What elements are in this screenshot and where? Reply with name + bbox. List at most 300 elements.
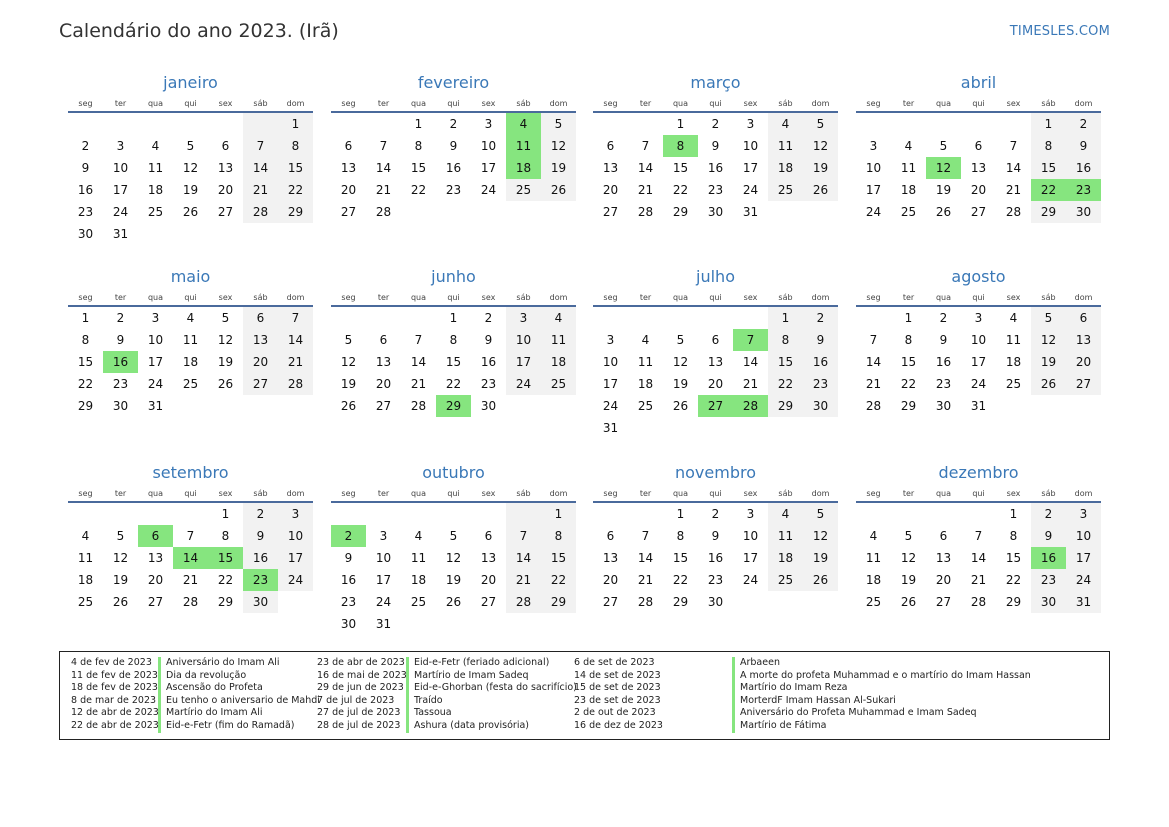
calendar-day[interactable]: 19	[900, 573, 917, 587]
calendar-day[interactable]: 29	[541, 591, 576, 613]
calendar-day[interactable]: 17	[742, 161, 759, 175]
calendar-day[interactable]: 9	[1031, 525, 1066, 547]
calendar-day[interactable]: 15	[672, 161, 689, 175]
calendar-day[interactable]: 13	[340, 161, 357, 175]
calendar-day[interactable]: 4	[1009, 311, 1018, 325]
holiday-day[interactable]: 7	[733, 329, 768, 351]
calendar-day[interactable]: 13	[602, 161, 619, 175]
calendar-day[interactable]: 6	[974, 139, 983, 153]
calendar-day[interactable]: 17	[147, 355, 164, 369]
calendar-day[interactable]: 16	[340, 573, 357, 587]
calendar-day[interactable]: 5	[1031, 307, 1066, 329]
calendar-day[interactable]: 12	[112, 551, 129, 565]
calendar-day[interactable]: 10	[112, 161, 129, 175]
calendar-day[interactable]: 3	[116, 139, 125, 153]
calendar-day[interactable]: 23	[77, 205, 94, 219]
calendar-day[interactable]: 14	[243, 157, 278, 179]
calendar-day[interactable]: 6	[711, 333, 720, 347]
calendar-day[interactable]: 21	[865, 377, 882, 391]
holiday-day[interactable]: 18	[506, 157, 541, 179]
calendar-day[interactable]: 16	[1066, 157, 1101, 179]
calendar-day[interactable]: 1	[676, 507, 685, 521]
calendar-day[interactable]: 19	[672, 377, 689, 391]
calendar-day[interactable]: 17	[602, 377, 619, 391]
calendar-day[interactable]: 13	[375, 355, 392, 369]
calendar-day[interactable]: 16	[935, 355, 952, 369]
holiday-day[interactable]: 28	[733, 395, 768, 417]
calendar-day[interactable]: 8	[904, 333, 913, 347]
calendar-day[interactable]: 3	[606, 333, 615, 347]
calendar-day[interactable]: 9	[81, 161, 90, 175]
calendar-day[interactable]: 28	[506, 591, 541, 613]
calendar-day[interactable]: 22	[768, 373, 803, 395]
calendar-day[interactable]: 12	[182, 161, 199, 175]
calendar-day[interactable]: 8	[1009, 529, 1018, 543]
calendar-day[interactable]: 20	[147, 573, 164, 587]
calendar-day[interactable]: 28	[637, 595, 654, 609]
calendar-day[interactable]: 13	[970, 161, 987, 175]
calendar-day[interactable]: 30	[480, 399, 497, 413]
calendar-day[interactable]: 4	[768, 503, 803, 525]
calendar-day[interactable]: 24	[506, 373, 541, 395]
calendar-day[interactable]: 3	[746, 507, 755, 521]
calendar-day[interactable]: 9	[344, 551, 353, 565]
calendar-day[interactable]: 6	[484, 529, 493, 543]
calendar-day[interactable]: 29	[768, 395, 803, 417]
calendar-day[interactable]: 1	[414, 117, 423, 131]
calendar-day[interactable]: 12	[1031, 329, 1066, 351]
calendar-day[interactable]: 14	[742, 355, 759, 369]
calendar-day[interactable]: 2	[116, 311, 125, 325]
calendar-day[interactable]: 15	[278, 157, 313, 179]
calendar-day[interactable]: 1	[449, 311, 458, 325]
calendar-day[interactable]: 26	[803, 179, 838, 201]
calendar-day[interactable]: 10	[375, 551, 392, 565]
calendar-day[interactable]: 28	[970, 595, 987, 609]
holiday-day[interactable]: 15	[208, 547, 243, 569]
calendar-day[interactable]: 14	[1005, 161, 1022, 175]
calendar-day[interactable]: 27	[970, 205, 987, 219]
calendar-day[interactable]: 29	[672, 595, 689, 609]
calendar-day[interactable]: 13	[1066, 329, 1101, 351]
calendar-day[interactable]: 24	[602, 399, 619, 413]
calendar-day[interactable]: 10	[865, 161, 882, 175]
holiday-day[interactable]: 23	[1066, 179, 1101, 201]
calendar-day[interactable]: 24	[742, 183, 759, 197]
calendar-day[interactable]: 26	[217, 377, 234, 391]
calendar-day[interactable]: 15	[768, 351, 803, 373]
calendar-day[interactable]: 2	[1066, 113, 1101, 135]
calendar-day[interactable]: 29	[217, 595, 234, 609]
calendar-day[interactable]: 9	[449, 139, 458, 153]
calendar-day[interactable]: 3	[506, 307, 541, 329]
calendar-day[interactable]: 27	[243, 373, 278, 395]
calendar-day[interactable]: 11	[410, 551, 427, 565]
calendar-day[interactable]: 19	[217, 355, 234, 369]
calendar-day[interactable]: 19	[182, 183, 199, 197]
calendar-day[interactable]: 1	[904, 311, 913, 325]
calendar-day[interactable]: 21	[1005, 183, 1022, 197]
calendar-day[interactable]: 8	[1031, 135, 1066, 157]
calendar-day[interactable]: 28	[182, 595, 199, 609]
calendar-day[interactable]: 31	[742, 205, 759, 219]
calendar-day[interactable]: 27	[340, 205, 357, 219]
calendar-day[interactable]: 12	[217, 333, 234, 347]
calendar-day[interactable]: 13	[707, 355, 724, 369]
calendar-day[interactable]: 29	[672, 205, 689, 219]
calendar-day[interactable]: 27	[935, 595, 952, 609]
calendar-day[interactable]: 18	[541, 351, 576, 373]
calendar-day[interactable]: 19	[803, 157, 838, 179]
calendar-day[interactable]: 9	[243, 525, 278, 547]
calendar-day[interactable]: 23	[445, 183, 462, 197]
calendar-day[interactable]: 15	[1031, 157, 1066, 179]
calendar-day[interactable]: 26	[541, 179, 576, 201]
calendar-day[interactable]: 29	[77, 399, 94, 413]
calendar-day[interactable]: 9	[711, 139, 720, 153]
calendar-day[interactable]: 21	[278, 351, 313, 373]
holiday-day[interactable]: 23	[243, 569, 278, 591]
calendar-day[interactable]: 9	[803, 329, 838, 351]
calendar-day[interactable]: 5	[939, 139, 948, 153]
calendar-day[interactable]: 11	[147, 161, 164, 175]
calendar-day[interactable]: 21	[410, 377, 427, 391]
calendar-day[interactable]: 24	[147, 377, 164, 391]
calendar-day[interactable]: 22	[672, 573, 689, 587]
calendar-day[interactable]: 12	[803, 525, 838, 547]
calendar-day[interactable]: 30	[1031, 591, 1066, 613]
calendar-day[interactable]: 6	[1066, 307, 1101, 329]
calendar-day[interactable]: 15	[541, 547, 576, 569]
calendar-day[interactable]: 25	[1005, 377, 1022, 391]
calendar-day[interactable]: 9	[1066, 135, 1101, 157]
calendar-day[interactable]: 7	[974, 529, 983, 543]
calendar-day[interactable]: 19	[112, 573, 129, 587]
calendar-day[interactable]: 7	[243, 135, 278, 157]
calendar-day[interactable]: 25	[768, 179, 803, 201]
calendar-day[interactable]: 30	[243, 591, 278, 613]
holiday-day[interactable]: 4	[506, 113, 541, 135]
calendar-day[interactable]: 22	[900, 377, 917, 391]
calendar-day[interactable]: 20	[243, 351, 278, 373]
calendar-day[interactable]: 26	[340, 399, 357, 413]
calendar-day[interactable]: 28	[865, 399, 882, 413]
calendar-day[interactable]: 10	[278, 525, 313, 547]
calendar-day[interactable]: 20	[480, 573, 497, 587]
calendar-day[interactable]: 25	[865, 595, 882, 609]
calendar-day[interactable]: 15	[410, 161, 427, 175]
calendar-day[interactable]: 26	[445, 595, 462, 609]
calendar-day[interactable]: 10	[480, 139, 497, 153]
calendar-day[interactable]: 23	[935, 377, 952, 391]
calendar-day[interactable]: 2	[711, 117, 720, 131]
calendar-day[interactable]: 2	[939, 311, 948, 325]
calendar-day[interactable]: 13	[480, 551, 497, 565]
calendar-day[interactable]: 25	[182, 377, 199, 391]
calendar-day[interactable]: 14	[506, 547, 541, 569]
calendar-day[interactable]: 4	[151, 139, 160, 153]
calendar-day[interactable]: 3	[484, 117, 493, 131]
calendar-day[interactable]: 5	[904, 529, 913, 543]
calendar-day[interactable]: 25	[77, 595, 94, 609]
calendar-day[interactable]: 8	[676, 529, 685, 543]
calendar-day[interactable]: 21	[742, 377, 759, 391]
calendar-day[interactable]: 2	[449, 117, 458, 131]
calendar-day[interactable]: 13	[602, 551, 619, 565]
calendar-day[interactable]: 25	[147, 205, 164, 219]
calendar-day[interactable]: 8	[81, 333, 90, 347]
calendar-day[interactable]: 11	[768, 525, 803, 547]
calendar-day[interactable]: 3	[1066, 503, 1101, 525]
calendar-day[interactable]: 2	[81, 139, 90, 153]
calendar-day[interactable]: 6	[243, 307, 278, 329]
calendar-day[interactable]: 6	[606, 139, 615, 153]
calendar-day[interactable]: 27	[147, 595, 164, 609]
calendar-day[interactable]: 15	[445, 355, 462, 369]
calendar-day[interactable]: 10	[970, 333, 987, 347]
calendar-day[interactable]: 23	[480, 377, 497, 391]
calendar-day[interactable]: 8	[541, 525, 576, 547]
calendar-day[interactable]: 1	[1031, 113, 1066, 135]
calendar-day[interactable]: 3	[869, 139, 878, 153]
calendar-day[interactable]: 20	[602, 573, 619, 587]
calendar-day[interactable]: 28	[1005, 205, 1022, 219]
calendar-day[interactable]: 31	[375, 617, 392, 631]
calendar-day[interactable]: 22	[278, 179, 313, 201]
calendar-day[interactable]: 22	[77, 377, 94, 391]
calendar-day[interactable]: 28	[243, 201, 278, 223]
calendar-day[interactable]: 22	[1005, 573, 1022, 587]
calendar-day[interactable]: 12	[803, 135, 838, 157]
calendar-day[interactable]: 9	[484, 333, 493, 347]
calendar-day[interactable]: 20	[217, 183, 234, 197]
calendar-day[interactable]: 22	[410, 183, 427, 197]
calendar-day[interactable]: 23	[707, 183, 724, 197]
calendar-day[interactable]: 20	[707, 377, 724, 391]
calendar-day[interactable]: 3	[746, 117, 755, 131]
calendar-day[interactable]: 14	[278, 329, 313, 351]
calendar-day[interactable]: 5	[803, 113, 838, 135]
calendar-day[interactable]: 9	[939, 333, 948, 347]
calendar-day[interactable]: 25	[768, 569, 803, 591]
calendar-day[interactable]: 27	[602, 595, 619, 609]
calendar-day[interactable]: 26	[935, 205, 952, 219]
calendar-day[interactable]: 3	[974, 311, 983, 325]
calendar-day[interactable]: 10	[742, 529, 759, 543]
calendar-day[interactable]: 18	[768, 547, 803, 569]
calendar-day[interactable]: 22	[217, 573, 234, 587]
holiday-day[interactable]: 6	[138, 525, 173, 547]
calendar-day[interactable]: 20	[602, 183, 619, 197]
calendar-day[interactable]: 17	[480, 161, 497, 175]
calendar-day[interactable]: 18	[637, 377, 654, 391]
calendar-day[interactable]: 5	[344, 333, 353, 347]
calendar-day[interactable]: 29	[1031, 201, 1066, 223]
calendar-day[interactable]: 1	[221, 507, 230, 521]
calendar-day[interactable]: 4	[869, 529, 878, 543]
calendar-day[interactable]: 30	[803, 395, 838, 417]
calendar-day[interactable]: 16	[77, 183, 94, 197]
calendar-day[interactable]: 5	[116, 529, 125, 543]
calendar-day[interactable]: 19	[1031, 351, 1066, 373]
calendar-day[interactable]: 15	[672, 551, 689, 565]
calendar-day[interactable]: 21	[970, 573, 987, 587]
calendar-day[interactable]: 30	[77, 227, 94, 241]
calendar-day[interactable]: 13	[243, 329, 278, 351]
calendar-day[interactable]: 28	[375, 205, 392, 219]
calendar-day[interactable]: 6	[939, 529, 948, 543]
calendar-day[interactable]: 21	[637, 183, 654, 197]
calendar-day[interactable]: 6	[221, 139, 230, 153]
calendar-day[interactable]: 23	[1031, 569, 1066, 591]
calendar-day[interactable]: 11	[637, 355, 654, 369]
calendar-day[interactable]: 31	[112, 227, 129, 241]
calendar-day[interactable]: 20	[375, 377, 392, 391]
calendar-day[interactable]: 11	[865, 551, 882, 565]
calendar-day[interactable]: 20	[970, 183, 987, 197]
holiday-day[interactable]: 22	[1031, 179, 1066, 201]
calendar-day[interactable]: 25	[410, 595, 427, 609]
calendar-day[interactable]: 7	[1009, 139, 1018, 153]
calendar-day[interactable]: 31	[970, 399, 987, 413]
calendar-day[interactable]: 9	[711, 529, 720, 543]
calendar-day[interactable]: 19	[803, 547, 838, 569]
calendar-day[interactable]: 27	[375, 399, 392, 413]
holiday-day[interactable]: 2	[331, 525, 366, 547]
calendar-day[interactable]: 11	[900, 161, 917, 175]
calendar-day[interactable]: 4	[768, 113, 803, 135]
calendar-day[interactable]: 1	[278, 113, 313, 135]
calendar-day[interactable]: 16	[480, 355, 497, 369]
calendar-day[interactable]: 22	[672, 183, 689, 197]
calendar-day[interactable]: 11	[541, 329, 576, 351]
calendar-day[interactable]: 11	[77, 551, 94, 565]
calendar-day[interactable]: 21	[637, 573, 654, 587]
calendar-day[interactable]: 28	[278, 373, 313, 395]
calendar-day[interactable]: 8	[278, 135, 313, 157]
calendar-day[interactable]: 27	[1066, 373, 1101, 395]
calendar-day[interactable]: 21	[243, 179, 278, 201]
calendar-day[interactable]: 21	[375, 183, 392, 197]
calendar-day[interactable]: 27	[602, 205, 619, 219]
calendar-day[interactable]: 4	[81, 529, 90, 543]
calendar-day[interactable]: 8	[449, 333, 458, 347]
calendar-day[interactable]: 18	[410, 573, 427, 587]
calendar-day[interactable]: 11	[182, 333, 199, 347]
calendar-day[interactable]: 23	[707, 573, 724, 587]
calendar-day[interactable]: 24	[375, 595, 392, 609]
calendar-day[interactable]: 2	[803, 307, 838, 329]
calendar-day[interactable]: 2	[243, 503, 278, 525]
calendar-day[interactable]: 19	[541, 157, 576, 179]
holiday-day[interactable]: 11	[506, 135, 541, 157]
calendar-day[interactable]: 7	[414, 333, 423, 347]
calendar-day[interactable]: 14	[637, 161, 654, 175]
calendar-day[interactable]: 18	[77, 573, 94, 587]
calendar-day[interactable]: 30	[707, 595, 724, 609]
calendar-day[interactable]: 1	[81, 311, 90, 325]
calendar-day[interactable]: 26	[112, 595, 129, 609]
calendar-day[interactable]: 28	[410, 399, 427, 413]
calendar-day[interactable]: 20	[1066, 351, 1101, 373]
calendar-day[interactable]: 17	[970, 355, 987, 369]
calendar-day[interactable]: 6	[606, 529, 615, 543]
calendar-day[interactable]: 14	[970, 551, 987, 565]
calendar-day[interactable]: 27	[217, 205, 234, 219]
calendar-day[interactable]: 31	[602, 421, 619, 435]
calendar-day[interactable]: 3	[151, 311, 160, 325]
calendar-day[interactable]: 13	[935, 551, 952, 565]
calendar-day[interactable]: 4	[186, 311, 195, 325]
calendar-day[interactable]: 15	[1005, 551, 1022, 565]
calendar-day[interactable]: 30	[707, 205, 724, 219]
calendar-day[interactable]: 2	[711, 507, 720, 521]
calendar-day[interactable]: 5	[449, 529, 458, 543]
calendar-day[interactable]: 12	[340, 355, 357, 369]
calendar-day[interactable]: 17	[742, 551, 759, 565]
calendar-day[interactable]: 16	[803, 351, 838, 373]
calendar-day[interactable]: 18	[900, 183, 917, 197]
calendar-day[interactable]: 8	[768, 329, 803, 351]
calendar-day[interactable]: 11	[768, 135, 803, 157]
calendar-day[interactable]: 20	[935, 573, 952, 587]
calendar-day[interactable]: 14	[375, 161, 392, 175]
calendar-day[interactable]: 23	[340, 595, 357, 609]
calendar-day[interactable]: 26	[182, 205, 199, 219]
calendar-day[interactable]: 18	[1005, 355, 1022, 369]
calendar-day[interactable]: 7	[278, 307, 313, 329]
calendar-day[interactable]: 25	[506, 179, 541, 201]
calendar-day[interactable]: 6	[344, 139, 353, 153]
calendar-day[interactable]: 11	[1005, 333, 1022, 347]
calendar-day[interactable]: 7	[869, 333, 878, 347]
calendar-day[interactable]: 7	[379, 139, 388, 153]
calendar-day[interactable]: 14	[865, 355, 882, 369]
holiday-day[interactable]: 16	[1031, 547, 1066, 569]
holiday-day[interactable]: 8	[663, 135, 698, 157]
calendar-day[interactable]: 30	[1066, 201, 1101, 223]
calendar-day[interactable]: 9	[116, 333, 125, 347]
calendar-day[interactable]: 19	[445, 573, 462, 587]
calendar-day[interactable]: 1	[676, 117, 685, 131]
calendar-day[interactable]: 18	[182, 355, 199, 369]
calendar-day[interactable]: 16	[707, 551, 724, 565]
calendar-day[interactable]: 31	[1066, 591, 1101, 613]
calendar-day[interactable]: 23	[112, 377, 129, 391]
calendar-day[interactable]: 19	[340, 377, 357, 391]
calendar-day[interactable]: 3	[379, 529, 388, 543]
calendar-day[interactable]: 19	[935, 183, 952, 197]
calendar-day[interactable]: 12	[445, 551, 462, 565]
calendar-day[interactable]: 13	[147, 551, 164, 565]
holiday-day[interactable]: 27	[698, 395, 733, 417]
calendar-day[interactable]: 25	[900, 205, 917, 219]
calendar-day[interactable]: 15	[900, 355, 917, 369]
calendar-day[interactable]: 7	[186, 529, 195, 543]
calendar-day[interactable]: 27	[480, 595, 497, 609]
calendar-day[interactable]: 13	[217, 161, 234, 175]
calendar-day[interactable]: 17	[865, 183, 882, 197]
calendar-day[interactable]: 12	[541, 135, 576, 157]
calendar-day[interactable]: 20	[340, 183, 357, 197]
calendar-day[interactable]: 31	[147, 399, 164, 413]
calendar-day[interactable]: 30	[340, 617, 357, 631]
calendar-day[interactable]: 10	[1066, 525, 1101, 547]
holiday-day[interactable]: 12	[926, 157, 961, 179]
calendar-day[interactable]: 8	[414, 139, 423, 153]
calendar-day[interactable]: 21	[182, 573, 199, 587]
calendar-day[interactable]: 1	[1009, 507, 1018, 521]
